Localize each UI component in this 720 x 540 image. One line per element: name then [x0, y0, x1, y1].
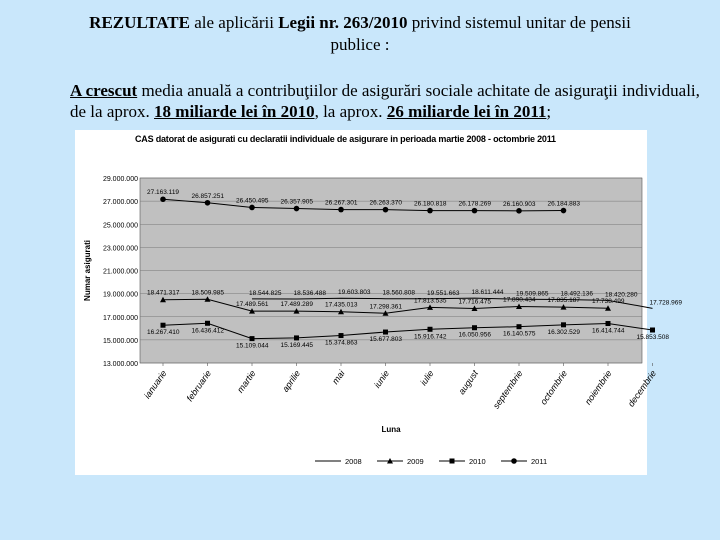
y-tick-label: 27.000.000	[102, 199, 138, 207]
legend-label-2010: 2010	[469, 457, 486, 466]
y-tick-label: 29.000.000	[102, 176, 138, 183]
para-value-2010: 18 miliarde lei în 2010	[154, 102, 315, 121]
data-label-2011: 26.160.903	[503, 200, 536, 208]
data-label-2010: 15.169.445	[280, 341, 314, 349]
para-end: ;	[546, 102, 552, 121]
data-point-2011	[205, 200, 211, 206]
x-tick-label: ianuarie	[142, 368, 169, 401]
data-point-2011	[383, 207, 389, 213]
data-point-2011	[516, 208, 522, 214]
x-tick-label: noiembrie	[582, 368, 614, 407]
legend-label-2011: 2011	[531, 457, 548, 466]
data-point-2011	[338, 207, 344, 213]
data-label-2008: 19.551.663	[427, 289, 460, 297]
para-text2: , la aprox.	[314, 102, 387, 121]
x-tick-label: iulie	[418, 368, 436, 388]
data-point-2010	[294, 335, 299, 340]
data-point-2011	[472, 208, 478, 214]
legend-marker-2011	[511, 458, 517, 464]
data-label-2009: 17.716.475	[458, 298, 492, 306]
legend-marker-2010	[450, 459, 455, 464]
data-point-2010	[339, 333, 344, 338]
x-tick-label: iunie	[372, 368, 392, 390]
data-label-2008: 19.603.803	[338, 289, 371, 297]
data-point-2010	[517, 324, 522, 329]
y-tick-label: 19.000.000	[102, 291, 138, 299]
data-label-2010: 15.853.508	[636, 334, 670, 342]
legend-label-2008: 2008	[345, 457, 362, 466]
y-tick-label: 25.000.000	[102, 222, 138, 230]
data-label-2009: 18.471.317	[147, 289, 180, 297]
data-label-2009: 17.835.187	[547, 297, 581, 305]
y-axis-title: Numar asigurati	[83, 240, 92, 301]
data-label-2008: 18.544.825	[249, 289, 282, 297]
y-tick-label: 15.000.000	[102, 337, 138, 345]
data-point-2010	[561, 322, 566, 327]
data-point-2010	[428, 327, 433, 332]
x-axis-title: Luna	[381, 425, 401, 434]
data-label-2008: 17.728.969	[649, 299, 683, 307]
x-tick-label: august	[456, 368, 481, 397]
data-label-2008: 18.536.488	[293, 289, 327, 297]
data-point-2010	[161, 323, 166, 328]
y-tick-label: 13.000.000	[102, 361, 138, 368]
data-label-2008: 18.420.280	[605, 291, 638, 299]
data-point-2010	[650, 328, 655, 333]
data-label-2011: 26.178.269	[458, 200, 492, 208]
para-increase: A crescut	[70, 81, 138, 100]
data-label-2010: 16.267.410	[147, 329, 180, 337]
heading-law: Legii nr. 263/2010	[278, 13, 408, 32]
data-label-2009: 17.489.561	[236, 301, 269, 309]
data-point-2011	[427, 208, 433, 214]
para-text1: media anuală a contribuţiilor de asigurări sociale achitate de asiguraţii individuali, de la aprox.	[70, 81, 700, 121]
data-label-2010: 15.677.803	[369, 336, 403, 344]
data-label-2011: 27.163.119	[147, 189, 180, 197]
data-label-2010: 16.436.412	[191, 327, 225, 335]
y-tick-label: 17.000.000	[102, 314, 138, 322]
data-label-2011: 26.450.495	[236, 197, 269, 205]
data-point-2011	[160, 196, 166, 202]
data-point-2010	[383, 330, 388, 335]
data-point-2011	[561, 208, 567, 214]
data-point-2010	[606, 321, 611, 326]
data-point-2010	[250, 336, 255, 341]
data-point-2010	[472, 325, 477, 330]
cas-line-chart	[75, 130, 683, 475]
data-label-2011: 26.857.251	[191, 192, 225, 200]
x-tick-label: martie	[235, 368, 258, 395]
data-point-2010	[205, 321, 210, 326]
data-label-2011: 26.267.301	[325, 199, 358, 207]
heading-bold-results: REZULTATE	[89, 13, 190, 32]
data-label-2009: 18.509.985	[191, 289, 225, 297]
data-point-2011	[294, 206, 300, 212]
y-tick-label: 23.000.000	[102, 245, 138, 253]
data-label-2008: 19.509.865	[516, 290, 549, 298]
summary-paragraph	[70, 80, 710, 122]
page-heading	[40, 12, 680, 56]
x-tick-label: decembrie	[625, 368, 659, 409]
y-tick-label: 21.000.000	[102, 268, 138, 276]
x-tick-label: octombrie	[538, 368, 570, 407]
data-label-2011: 26.184.883	[547, 200, 581, 208]
data-label-2009: 17.489.289	[280, 301, 314, 309]
x-tick-label: aprilie	[280, 368, 303, 394]
x-tick-label: mai	[330, 368, 347, 387]
chart-title: CAS datorat de asigurati cu declaratii individuale de asigurare in perioada martie 2008 - octombrie 2011	[135, 134, 556, 144]
data-label-2008: 18.492.136	[560, 290, 594, 298]
data-label-2011: 26.180.818	[414, 200, 447, 208]
data-label-2010: 16.050.956	[458, 331, 492, 339]
heading-text-rest: privind sistemul unitar de pensii	[407, 13, 631, 32]
data-label-2009: 17.738.499	[592, 298, 625, 306]
data-label-2009: 17.890.434	[503, 296, 536, 304]
x-tick-label: februarie	[184, 368, 214, 404]
data-label-2010: 15.374.863	[325, 339, 358, 347]
heading-line2: publice :	[330, 35, 390, 54]
data-label-2009: 17.435.013	[325, 301, 358, 309]
data-label-2011: 26.357.905	[280, 198, 314, 206]
data-label-2010: 16.140.575	[503, 330, 536, 338]
data-point-2011	[249, 205, 255, 211]
data-label-2008: 18.560.808	[382, 289, 416, 297]
legend-label-2009: 2009	[407, 457, 424, 466]
data-label-2010: 15.109.044	[236, 342, 269, 350]
data-label-2010: 16.414.744	[592, 327, 625, 335]
heading-text: ale aplicării	[189, 13, 279, 32]
data-label-2009: 17.298.361	[369, 303, 403, 311]
data-label-2010: 16.302.529	[547, 328, 581, 336]
data-label-2010: 15.916.742	[414, 333, 447, 341]
data-label-2011: 26.263.370	[369, 199, 403, 207]
x-tick-label: septembrie	[490, 368, 525, 411]
data-label-2008: 18.611.444	[471, 289, 504, 297]
chart-svg	[75, 130, 683, 475]
para-value-2011: 26 miliarde lei în 2011	[386, 102, 547, 121]
data-label-2009: 17.813.535	[414, 297, 447, 305]
